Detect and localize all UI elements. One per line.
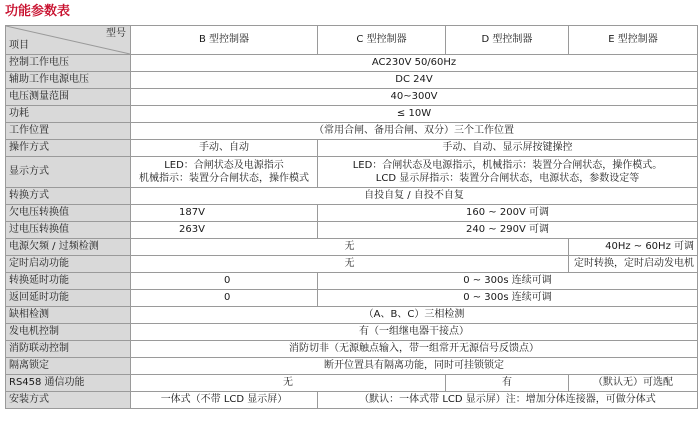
table-row: [6, 222, 698, 239]
row-value: ≤ 10W: [131, 106, 698, 123]
row-label: 电压测量范围: [6, 89, 131, 106]
display-b-line-2: 机械指示：装置分合闸状态，操作模式: [139, 173, 309, 184]
row-value-d: 有: [446, 375, 569, 392]
table-row: [6, 157, 698, 188]
row-label: 安装方式: [6, 392, 131, 409]
row-value-b: 187V: [131, 205, 318, 222]
row-value: （A、B、C）三相检测: [131, 307, 698, 324]
row-value-e: 定时转换，定时启动发电机: [569, 256, 698, 273]
row-value: 有（一组继电器干接点）: [131, 324, 698, 341]
display-cde-line-1: LED：合闸状态及电源指示，机械指示：装置分合闸状态，操作模式。: [352, 160, 663, 171]
row-value-b: 手动、自动: [131, 140, 318, 157]
row-value-b: 0: [131, 273, 318, 290]
table-row: [6, 341, 698, 358]
row-value: AC230V 50/60Hz: [131, 55, 698, 72]
display-b-line-1: LED：合闸状态及电源指示: [164, 160, 284, 171]
row-label: 转换延时功能: [6, 273, 131, 290]
row-label: 缺相检测: [6, 307, 131, 324]
row-label: 消防联动控制: [6, 341, 131, 358]
row-label: 工作位置: [6, 123, 131, 140]
row-value-bcd: 无: [131, 256, 569, 273]
table-row: [6, 106, 698, 123]
row-value-cde: 0 ~ 300s 连续可调: [318, 273, 698, 290]
row-value-cde: 160 ~ 200V 可调: [318, 205, 698, 222]
row-value: 自投自复 / 自投不自复: [131, 188, 698, 205]
row-label: 过电压转换值: [6, 222, 131, 239]
table-row: [6, 55, 698, 72]
row-value-cde: 240 ~ 290V 可调: [318, 222, 698, 239]
table-row: [6, 307, 698, 324]
table-row: [6, 72, 698, 89]
row-value-b: 一体式（不带 LCD 显示屏）: [131, 392, 318, 409]
table-row: [6, 290, 698, 307]
column-header-c: C 型控制器: [318, 26, 446, 55]
row-value-cde: （默认：一体式带 LCD 显示屏）注：增加分体连接器，可做分体式: [318, 392, 698, 409]
table-row: [6, 188, 698, 205]
row-value-cde: [318, 157, 698, 188]
corner-label-item: 项目: [9, 40, 29, 51]
row-value: 断开位置具有隔离功能，同时可挂锁锁定: [131, 358, 698, 375]
row-value-b: [131, 157, 318, 188]
row-value-cde: 手动、自动、显示屏按键操控: [318, 140, 698, 157]
row-label: 返回延时功能: [6, 290, 131, 307]
column-header-b: B 型控制器: [131, 26, 318, 55]
row-label: 转换方式: [6, 188, 131, 205]
row-value-b: 263V: [131, 222, 318, 239]
table-row: [6, 375, 698, 392]
parameter-table: [5, 25, 698, 409]
table-row: [6, 89, 698, 106]
row-value: 40~300V: [131, 89, 698, 106]
row-value: （常用合闸、备用合闸、双分）三个工作位置: [131, 123, 698, 140]
row-value-bc: 无: [131, 375, 446, 392]
row-label: 显示方式: [6, 157, 131, 188]
table-row: [6, 239, 698, 256]
table-header-row: [6, 26, 698, 55]
row-value-e: 40Hz ~ 60Hz 可调: [569, 239, 698, 256]
table-row: [6, 358, 698, 375]
row-label: 电源欠频 / 过频检测: [6, 239, 131, 256]
corner-label-model: 型号: [106, 28, 126, 39]
row-label: 隔离锁定: [6, 358, 131, 375]
table-row: [6, 123, 698, 140]
table-row: [6, 324, 698, 341]
row-label: 欠电压转换值: [6, 205, 131, 222]
row-value: 消防切非（无源触点输入，带一组常开无源信号反馈点）: [131, 341, 698, 358]
column-header-d: D 型控制器: [446, 26, 569, 55]
row-value: DC 24V: [131, 72, 698, 89]
row-value-b: 0: [131, 290, 318, 307]
row-value-cde: 0 ~ 300s 连续可调: [318, 290, 698, 307]
table-row: [6, 256, 698, 273]
corner-header-cell: [6, 26, 131, 55]
display-cde-line-2: LCD 显示屏指示：装置分合闸状态，电源状态，参数设定等: [375, 173, 640, 184]
row-value-e: （默认无）可选配: [569, 375, 698, 392]
page-title: 功能参数表: [5, 4, 71, 19]
row-label: RS458 通信功能: [6, 375, 131, 392]
table-row: [6, 140, 698, 157]
column-header-e: E 型控制器: [569, 26, 698, 55]
row-label: 操作方式: [6, 140, 131, 157]
row-label: 功耗: [6, 106, 131, 123]
row-label: 定时启动功能: [6, 256, 131, 273]
table-row: [6, 392, 698, 409]
table-row: [6, 205, 698, 222]
row-label: 辅助工作电源电压: [6, 72, 131, 89]
row-label: 发电机控制: [6, 324, 131, 341]
row-label: 控制工作电压: [6, 55, 131, 72]
table-row: [6, 273, 698, 290]
row-value-bcd: 无: [131, 239, 569, 256]
